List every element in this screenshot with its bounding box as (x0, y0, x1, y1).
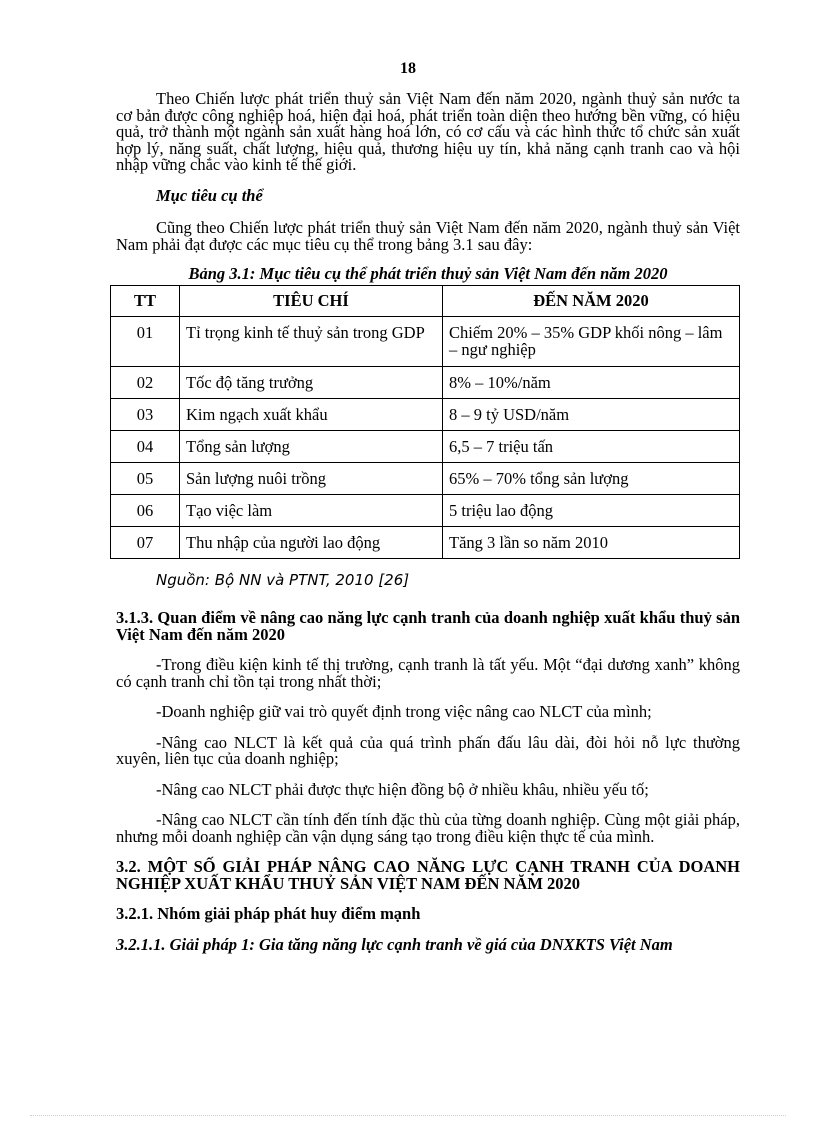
page-bottom-divider (30, 1115, 786, 1116)
page-number: 18 (400, 60, 416, 77)
section-313-point: -Nâng cao NLCT phải được thực hiện đồng bộ ở nhiều khâu, nhiều yếu tố; (156, 779, 649, 799)
subheading: Mục tiêu cụ thể (156, 185, 263, 205)
table-source: Nguồn: Bộ NN và PTNT, 2010 [26] (156, 571, 410, 590)
cell-tt: 04 (111, 431, 180, 463)
cell-tt: 05 (111, 463, 180, 495)
cell-criterion: Tốc độ tăng trưởng (180, 367, 443, 399)
header-target: ĐẾN NĂM 2020 (443, 286, 740, 317)
cell-criterion: Thu nhập của người lao động (180, 527, 443, 559)
table-row (111, 317, 740, 367)
cell-target: 8% – 10%/năm (443, 367, 740, 399)
cell-criterion: Tổng sản lượng (180, 431, 443, 463)
subheading-paragraph: Cũng theo Chiến lược phát triển thuỷ sản Việt Nam đến năm 2020, ngành thuỷ sản Việt Nam phải đạt được các mục tiêu cụ thể trong bảng 3.1 sau đây: (116, 218, 740, 254)
cell-target: 65% – 70% tổng sản lượng (443, 463, 740, 495)
table-row (111, 463, 740, 495)
table-row (111, 399, 740, 431)
cell-target: 5 triệu lao động (443, 495, 740, 527)
intro-paragraph: Theo Chiến lược phát triển thuỷ sản Việt Nam đến năm 2020, ngành thuỷ sản nước ta cơ bản được công nghiệp hoá, hiện đại hoá, phát triển toàn diện theo hướng bền vững, có hiệu quả, trở thành một ngành sản xuất hàng hoá lớn, có cơ cấu và các hình thức tổ chức sản xuất hợp lý, năng suất, chất lượng, hiệu quả, thương hiệu uy tín, khả năng cạnh tranh cao và hội nhập vững chắc vào kinh tế thế giới. (116, 89, 740, 174)
cell-tt: 01 (111, 317, 180, 367)
section-313-point: -Nâng cao NLCT cần tính đến tính đặc thù của từng doanh nghiệp. Cùng một giải pháp, nhưng mỗi doanh nghiệp cần vận dụng sáng tạo trong điều kiện thực tế của mình. (116, 810, 740, 846)
section-313-point: -Doanh nghiệp giữ vai trò quyết định trong việc nâng cao NLCT của mình; (156, 702, 652, 722)
table-caption: Bảng 3.1: Mục tiêu cụ thể phát triển thuỷ sản Việt Nam đến năm 2020 (188, 264, 668, 283)
cell-target: Chiếm 20% – 35% GDP khối nông – lâm – ngư nghiệp (443, 317, 740, 367)
cell-target: 8 – 9 tỷ USD/năm (443, 399, 740, 431)
cell-criterion: Kim ngạch xuất khẩu (180, 399, 443, 431)
cell-target: 6,5 – 7 triệu tấn (443, 431, 740, 463)
section-3211-heading: 3.2.1.1. Giải pháp 1: Gia tăng năng lực cạnh tranh về giá của DNXKTS Việt Nam (116, 934, 673, 954)
cell-criterion: Sản lượng nuôi trồng (180, 463, 443, 495)
cell-tt: 06 (111, 495, 180, 527)
table-row (111, 367, 740, 399)
section-32-heading: 3.2. MỘT SỐ GIẢI PHÁP NÂNG CAO NĂNG LỰC CẠNH TRANH CỦA DOANH NGHIỆP XUẤT KHẨU THUỶ SẢN VIỆT NAM ĐẾN NĂM 2020 (116, 857, 740, 893)
section-313-point: -Nâng cao NLCT là kết quả của quá trình phấn đấu lâu dài, đòi hỏi nỗ lực thường xuyên, liên tục của doanh nghiệp; (116, 732, 740, 769)
cell-tt: 07 (111, 527, 180, 559)
table-row (111, 431, 740, 463)
table-row (111, 527, 740, 559)
cell-criterion: Tỉ trọng kinh tế thuỷ sản trong GDP (180, 317, 443, 367)
section-313-point: -Trong điều kiện kinh tế thị trường, cạnh tranh là tất yếu. Một “đại dương xanh” không có cạnh tranh chỉ tồn tại trong nhất thời; (116, 655, 740, 691)
cell-target: Tăng 3 lần so năm 2010 (443, 527, 740, 559)
cell-criterion: Tạo việc làm (180, 495, 443, 527)
header-criterion: TIÊU CHÍ (180, 286, 443, 317)
section-321-heading: 3.2.1. Nhóm giải pháp phát huy điểm mạnh (116, 904, 421, 924)
header-tt: TT (111, 286, 180, 317)
cell-tt: 02 (111, 367, 180, 399)
cell-tt: 03 (111, 399, 180, 431)
table-header-row (111, 286, 740, 317)
goals-table (110, 285, 740, 559)
table-row (111, 495, 740, 527)
section-313-heading: 3.1.3. Quan điểm về nâng cao năng lực cạnh tranh của doanh nghiệp xuất khẩu thuỷ sản Việt Nam đến năm 2020 (116, 608, 740, 644)
page-content (116, 91, 740, 953)
